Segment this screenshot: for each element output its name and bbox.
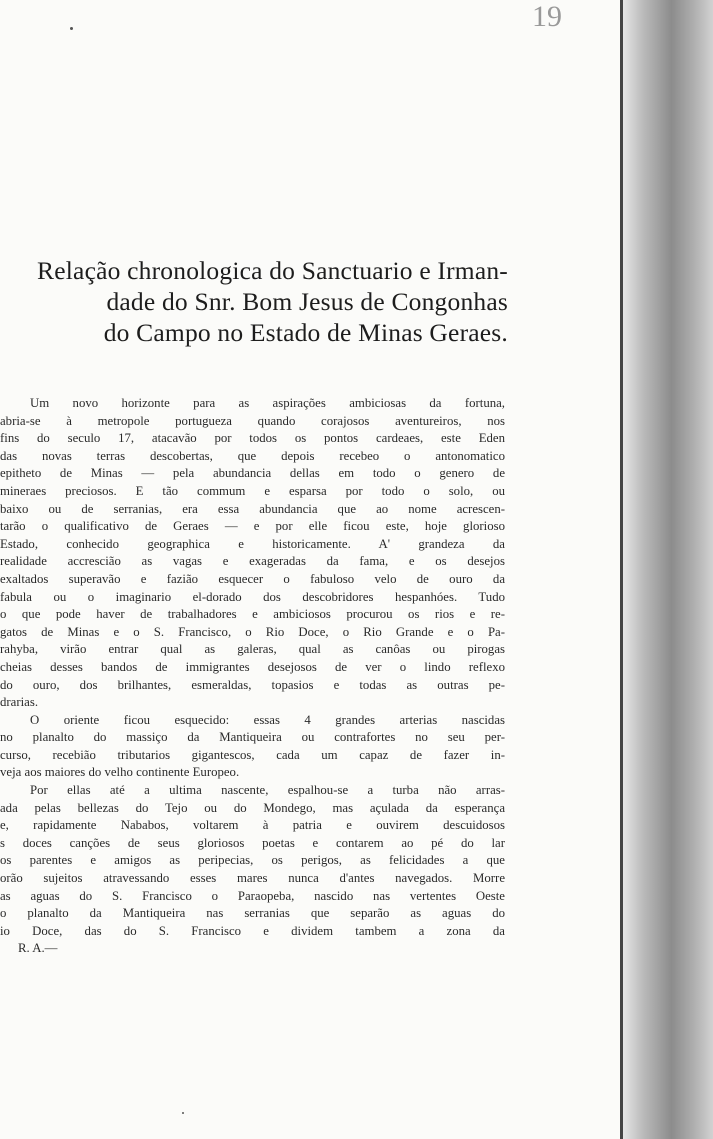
- text-line: curso, recebião tributarios gigantescos, cada um capaz de fazer in-: [0, 747, 505, 762]
- text-line: drarias.: [0, 695, 39, 710]
- signature-initials: R. A.—: [18, 941, 58, 956]
- text-line: gatos de Minas e o S. Francisco, o Rio Doce, o Rio Grande e o Pa-: [0, 624, 505, 639]
- article-body: [0, 395, 505, 958]
- page-edge-line: [620, 0, 623, 1139]
- text-line: as aguas do S. Francisco o Paraopeba, nascido nas vertentes Oeste: [0, 888, 505, 903]
- text-line: baixo ou de serranias, era essa abundancia que ao nome acrescen-: [0, 501, 505, 516]
- book-spine-shadow: [621, 0, 713, 1139]
- text-line: do ouro, dos brilhantes, esmeraldas, topasios e todas as outras pe-: [0, 677, 505, 692]
- text-line: ada pelas bellezas do Tejo ou do Mondego, mas açulada da esperança: [0, 800, 505, 815]
- text-line: tarão o qualificativo de Geraes — e por elle ficou este, hoje glorioso: [0, 519, 505, 534]
- text-line: os parentes e amigos as peripecias, os perigos, as felicidades a que: [0, 853, 505, 868]
- text-line: fabula ou o imaginario el-dorado dos descobridores hespanhóes. Tudo: [0, 589, 505, 604]
- text-line: e, rapidamente Nababos, voltarem à patria e ouvirem descuidosos: [0, 818, 505, 833]
- text-line: das novas terras descobertas, que depois recebeo o antonomatico: [0, 448, 505, 463]
- text-line: Por ellas até a ultima nascente, espalhou-se a turba não arras-: [30, 783, 505, 798]
- text-line: abria-se à metropole portugueza quando corajosos aventureiros, nos: [0, 413, 505, 428]
- title-line: Relação chronologica do Sanctuario e Irman-: [37, 256, 508, 285]
- speck: [182, 1112, 184, 1114]
- text-line: exaltados superavão e fazião esquecer o fabuloso velo de ouro da: [0, 571, 505, 586]
- text-line: rahyba, virão entrar qual as galeras, qual as canôas ou pirogas: [0, 642, 505, 657]
- page-number: 19: [532, 0, 562, 33]
- text-line: o planalto da Mantiqueira nas serranias que separão as aguas do: [0, 906, 505, 921]
- text-line: cheias desses bandos de immigrantes desejosos de ver o lindo reflexo: [0, 659, 505, 674]
- text-line: o que pode haver de trabalhadores e ambiciosos procurou os rios e re-: [0, 607, 505, 622]
- title-line: do Campo no Estado de Minas Geraes.: [103, 318, 508, 347]
- text-line: mineraes preciosos. E tão commum e esparsa por todo o solo, ou: [0, 483, 505, 498]
- text-line: Um novo horizonte para as aspirações ambiciosas da fortuna,: [30, 396, 505, 410]
- text-line: s doces canções de seus gloriosos poetas e contarem ao pé do lar: [0, 835, 505, 850]
- text-line: io Doce, das do S. Francisco e dividem tambem a zona da: [0, 923, 505, 938]
- text-line: O oriente ficou esquecido: essas 4 grandes arterias nascidas: [30, 712, 505, 727]
- article-title: [0, 255, 508, 348]
- text-line: orão sujeitos atravessando esses mares nunca d'antes navegados. Morre: [0, 871, 505, 886]
- title-line: dade do Snr. Bom Jesus de Congonhas: [106, 287, 508, 316]
- text-line: fins do seculo 17, atacavão por todos os pontos cardeaes, este Eden: [0, 431, 505, 446]
- text-line: Estado, conhecido geographica e historicamente. A' grandeza da: [0, 536, 505, 551]
- text-line: realidade accrescião as vagas e exageradas da fama, e os desejos: [0, 554, 505, 569]
- text-line: no planalto do massiço da Mantiqueira ou contrafortes no seu per-: [0, 730, 505, 745]
- text-line: veja aos maiores do velho continente Europeo.: [0, 765, 240, 780]
- speck: [70, 27, 73, 30]
- text-line: epitheto de Minas — pela abundancia dellas em todo o genero de: [0, 466, 505, 481]
